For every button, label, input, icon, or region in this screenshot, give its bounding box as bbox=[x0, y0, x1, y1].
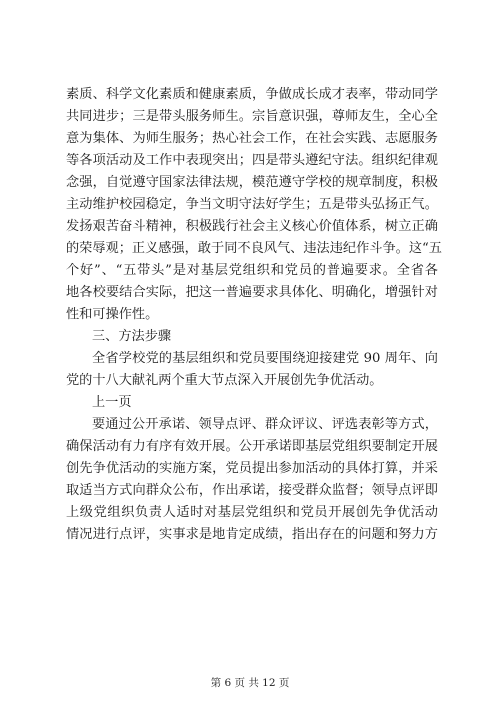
body-text bbox=[66, 84, 442, 546]
previous-page-link[interactable]: 上一页 bbox=[92, 395, 132, 410]
text-line: 素质、科学文化素质和健康素质，争做成长成才表率，带动同学 bbox=[66, 87, 438, 102]
text-line: 地各校要结合实际，把这一普遍要求具体化、明确化，增强针对 bbox=[66, 285, 438, 300]
text-line: 全省学校党的基层组织和党员要围绕迎接建党 90 周年、向 bbox=[92, 351, 438, 366]
text-line: 取适当方式向群众公布，作出承诺，接受群众监督；领导点评即 bbox=[66, 483, 438, 498]
section-heading: 三、方法步骤 bbox=[92, 329, 172, 344]
text-line: 共同进步；三是带头服务师生。宗旨意识强，尊师友生，全心全 bbox=[66, 109, 438, 124]
text-line: 确保活动有力有序有效开展。公开承诺即基层党组织要制定开展 bbox=[66, 439, 438, 454]
text-line: 的荣辱观；正义感强，敢于同不良风气、违法违纪作斗争。这“五 bbox=[66, 241, 442, 256]
text-line: 发扬艰苦奋斗精神，积极践行社会主义核心价值体系，树立正确 bbox=[66, 219, 438, 234]
text-line: 等各项活动及工作中表现突出；四是带头遵纪守法。组织纪律观 bbox=[66, 153, 438, 168]
text-line: 念强，自觉遵守国家法律法规，模范遵守学校的规章制度，积极 bbox=[66, 175, 438, 190]
text-line: 党的十八大献礼两个重大节点深入开展创先争优活动。 bbox=[66, 373, 383, 388]
text-line: 要通过公开承诺、领导点评、群众评议、评选表彰等方式， bbox=[92, 417, 438, 432]
text-line: 个好”、“五带头”是对基层党组织和党员的普遍要求。全省各 bbox=[66, 263, 438, 278]
text-line: 意为集体、为师生服务；热心社会工作，在社会实践、志愿服务 bbox=[66, 131, 438, 146]
text-line: 情况进行点评，实事求是地肯定成绩，指出存在的问题和努力方 bbox=[66, 527, 438, 542]
text-line: 上级党组织负责人适时对基层党组织和党员开展创先争优活动 bbox=[66, 505, 438, 520]
text-line: 主动维护校园稳定，争当文明守法好学生；五是带头弘扬正气。 bbox=[66, 197, 438, 212]
page-footer: 第 6 页 共 12 页 bbox=[210, 677, 290, 689]
text-line: 创先争优活动的实施方案，党员提出参加活动的具体打算，并采 bbox=[66, 461, 438, 476]
text-line: 性和可操作性。 bbox=[66, 307, 159, 322]
